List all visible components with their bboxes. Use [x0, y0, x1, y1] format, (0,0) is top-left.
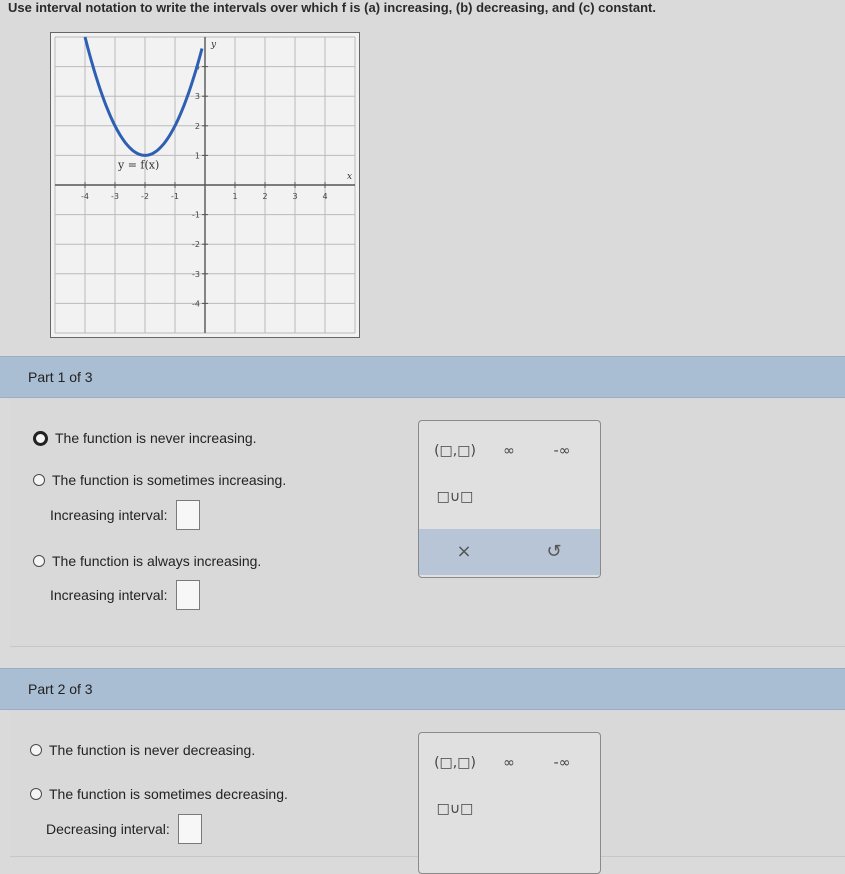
- union-button[interactable]: □∪□: [425, 801, 485, 817]
- function-graph: [50, 32, 360, 338]
- y-tick-label: 1: [194, 151, 200, 161]
- part2-math-palette: [418, 732, 601, 874]
- option-label: The function is sometimes increasing.: [52, 472, 287, 488]
- part1-sometimes-interval-row: [50, 500, 200, 530]
- interval-label: Increasing interval:: [50, 587, 168, 603]
- negative-infinity-button[interactable]: -∞: [537, 443, 587, 459]
- clear-icon[interactable]: ×: [447, 541, 481, 562]
- part1-option-never-increasing[interactable]: [33, 430, 257, 446]
- part1-math-palette: [418, 420, 601, 578]
- option-label: The function is never decreasing.: [49, 742, 256, 758]
- radio-icon[interactable]: [33, 555, 45, 567]
- part1-option-always-increasing[interactable]: [33, 553, 261, 569]
- x-axis-label: x: [347, 172, 353, 182]
- radio-icon[interactable]: [33, 431, 48, 446]
- graph-svg: [51, 33, 359, 337]
- increasing-interval-input-always[interactable]: [176, 580, 200, 610]
- option-label: The function is always increasing.: [52, 553, 262, 569]
- radio-icon[interactable]: [30, 744, 42, 756]
- union-button[interactable]: □∪□: [425, 489, 485, 505]
- interval-label: Increasing interval:: [50, 507, 168, 523]
- y-tick-label: 2: [194, 121, 200, 131]
- interval-button[interactable]: (□,□): [425, 443, 485, 459]
- y-axis-label: y: [211, 40, 217, 50]
- part2-option-never-decreasing[interactable]: [30, 742, 255, 758]
- part2-label: Part 2 of 3: [28, 681, 93, 697]
- negative-infinity-button[interactable]: -∞: [537, 755, 587, 771]
- undo-icon[interactable]: ↺: [537, 541, 571, 562]
- part1-label: Part 1 of 3: [28, 369, 93, 385]
- x-tick-label: 3: [292, 192, 298, 201]
- infinity-button[interactable]: ∞: [494, 443, 524, 459]
- x-tick-label: -4: [81, 192, 89, 201]
- y-tick-label: -3: [192, 269, 200, 279]
- part1-always-interval-row: [50, 580, 200, 610]
- y-tick-label: -4: [192, 299, 200, 309]
- curve-label: y = f(x): [118, 158, 160, 172]
- option-label: The function is never increasing.: [55, 430, 257, 446]
- part2-sometimes-interval-row: [46, 814, 202, 844]
- infinity-button[interactable]: ∞: [494, 755, 524, 771]
- radio-icon[interactable]: [30, 788, 42, 800]
- part1-option-sometimes-increasing[interactable]: [33, 472, 286, 488]
- x-tick-label: -2: [141, 192, 149, 201]
- x-tick-label: 4: [322, 192, 328, 201]
- y-tick-label: -2: [192, 240, 200, 250]
- palette-action-bar: [419, 529, 600, 575]
- part2-option-sometimes-decreasing[interactable]: [30, 786, 288, 802]
- x-tick-label: 2: [262, 192, 268, 201]
- y-tick-label: 3: [194, 92, 200, 102]
- instruction-text: Use interval notation to write the intervals over which f is (a) increasing, (b) decreasing, and (c) constant.: [8, 0, 656, 15]
- y-tick-label: -1: [192, 210, 200, 220]
- increasing-interval-input-sometimes[interactable]: [176, 500, 200, 530]
- part1-header: [0, 356, 845, 398]
- x-tick-label: 1: [232, 192, 238, 201]
- part2-header: [0, 668, 845, 710]
- x-tick-label: -1: [171, 192, 179, 201]
- option-label: The function is sometimes decreasing.: [49, 786, 288, 802]
- interval-button[interactable]: (□,□): [425, 755, 485, 771]
- radio-icon[interactable]: [33, 474, 45, 486]
- interval-label: Decreasing interval:: [46, 821, 170, 837]
- decreasing-interval-input-sometimes[interactable]: [178, 814, 202, 844]
- x-tick-label: -3: [111, 192, 119, 201]
- y-tick-label: 4: [194, 62, 200, 72]
